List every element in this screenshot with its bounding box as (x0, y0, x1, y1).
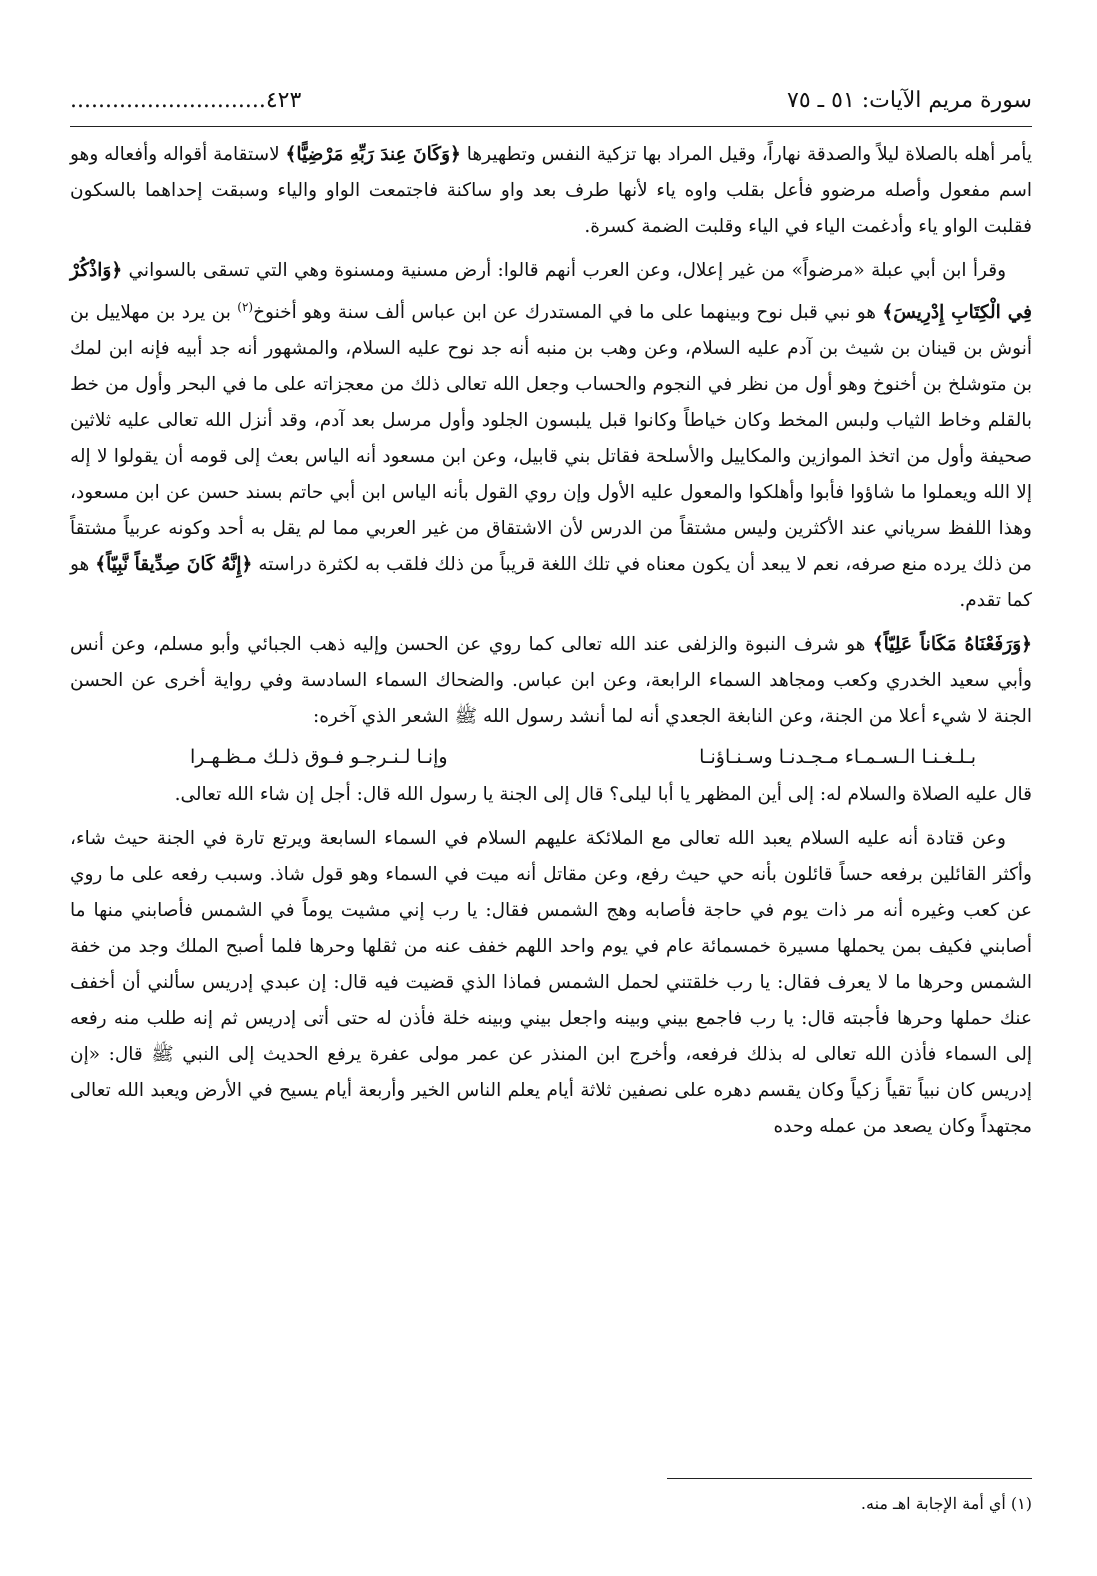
footnote-rule (667, 1478, 1032, 1479)
verse-hemistich-left: وإنـا لـنـرجـو فـوق ذلـك مـظـهـرا (190, 746, 448, 769)
verse-hemistich-right: بـلـغـنـا الـسـمـاء مـجـدنـا وسـنـاؤنـا (699, 746, 976, 769)
footnote-1 (70, 1491, 1032, 1517)
poetry-verse (70, 739, 1032, 775)
footnote-mark: (١) (1010, 1494, 1032, 1513)
paragraph-gap (70, 619, 1032, 627)
text-run: لاستقامة أقواله وأفعاله وهو اسم مفعول وأصله مرضوو فأعل بقلب واوه ياء لأنها طرف بعد واو ساكنة فاجتمعت الواو والياء وسبقت إحداهما بالسكون فقلبت الواو ياء وأدغمت الياء في الياء وقلبت الضمة كسرة. (70, 144, 1032, 237)
paragraph-3 (70, 627, 1032, 735)
paragraph-gap (70, 245, 1032, 253)
text-run: وقرأ ابن أبي عبلة «مرضواً» من غير إعلال، وعن العرب أنهم قالوا: أرض مسنية ومسنوة وهي التي تسقى بالسواني (122, 260, 1006, 281)
footnotes-section (70, 1478, 1032, 1517)
running-header (70, 88, 1032, 127)
quran-verse: ﴿وَاذْكُرْ فِي الْكِتَابِ إِدْرِيسَ﴾ (70, 260, 1032, 324)
footnote-marker: (٢) (237, 300, 254, 314)
text-run: هو كما تقدم. (70, 554, 1032, 612)
paragraph-1 (70, 137, 1032, 245)
quran-verse: ﴿إِنَّهُ كَانَ صِدِّيقاً نَّبِيّاً﴾ (95, 554, 253, 576)
text-run: هو نبي قبل نوح وبينهما على ما في المستدرك عن ابن عباس ألف سنة وهو أخنوخ (253, 302, 883, 324)
text-run: بن يرد بن مهلاييل بن أنوش بن قينان بن شيث بن آدم عليه السلام، وعن وهب بن منبه أنه جد نوح عليه السلام، والمشهور أنه جد أبيه فإنه ابن لمك بن متوشلخ بن أخنوخ وهو أول من نظر في النجوم والحساب وجعل الله تعالى ذلك من معجزاته على ما في البحر وأول من خط بالقلم وخاط الثياب ولبس المخط وكان خياطاً وكانوا قبل يلبسون الجلود وأول مرسل بعد آدم، وقد أنزل الله تعالى عليه ثلاثين صحيفة وأول من اتخذ الموازين والمكاييل والأسلحة فقاتل بني قابيل، وعن ابن مسعود أنه الياس بعث إلى قومه أن يقولوا لا إله إلا الله ويعملوا ما شاؤوا فأبوا وأهلكوا والمعول عليه الأول وإن روي القول بأنه الياس ابن أبي حاتم بسند حسن عن ابن مسعود، وهذا اللفظ سرياني عند الأكثرين وليس مشتقاً من الدرس لأن الاشتقاق من غير العربي مما لم يقل به أحد وكونه عربياً مشتقاً من ذلك يرده منع صرفه، نعم لا يبعد أن يكون معناه في تلك اللغة قريباً من ذلك فلقب به لكثرة دراسته (70, 302, 1032, 576)
text-run: يأمر أهله بالصلاة ليلاً والصدقة نهاراً، وقيل المراد بها تزكية النفس وتطهيرها (460, 144, 1033, 165)
paragraph-5: وعن قتادة أنه عليه السلام يعبد الله تعالى مع الملائكة عليهم السلام في السماء السابعة ويرتع تارة في الجنة حيث شاء، وأكثر القائلين برفعه حساً قائلون بأنه حي حيث رفع، وعن مقاتل أنه ميت في السماء وهو قول شاذ. وسبب رفعه على ما روي عن كعب وغيره أنه مر ذات يوم في حاجة فأصابه وهج الشمس فقال: يا رب إني مشيت يوماً في الشمس فأصابني منها ما أصابني فكيف بمن يحملها مسيرة خمسمائة عام في يوم واحد اللهم خفف عنه من ثقلها وحرها فلما أصبح الملك وجد من خفة الشمس وحرها ما لا يعرف فقال: يا رب خلقتني لحمل الشمس فماذا الذي قضيت فيه قال: إن عبدي إدريس سألني أن أخفف عنك حملها وحرها فأجبته قال: يا رب فاجمع بيني وبينه واجعل بيني وبينه خلة فأذن له حتى أتى إدريس ثم إنه طلب منه رفعه إلى السماء فأذن الله تعالى له بذلك فرفعه، وأخرج ابن المنذر عن عمر مولى عفرة يرفع الحديث إلى النبي ﷺ قال: «إن إدريس كان نبياً تقياً زكياً وكان يقسم دهره على نصفين ثلاثة أيام يعلم الناس الخير وأربعة أيام يسيح في الأرض ويعبد الله تعالى مجتهداً وكان يصعد من عمله وحده (70, 828, 1032, 1138)
paragraph-2 (70, 253, 1032, 619)
page-content (70, 88, 1032, 1145)
page-number: ٤٢٣............................ (70, 88, 302, 113)
quran-verse: ﴿وَكَانَ عِندَ رَبِّهِ مَرْضِيًّا﴾ (285, 144, 461, 165)
text-run: هو شرف النبوة والزلفى عند الله تعالى كما روي عن الحسن وإليه ذهب الجبائي وأبو مسلم، وعن أنس وأبي سعيد الخدري وكعب ومجاهد السماء الرابعة، وعن ابن عباس. والضحاك السماء السادسة وفي رواية أخرى عن الحسن الجنة لا شيء أعلا من الجنة، وعن النابغة الجعدي أنه لما أنشد رسول الله ﷺ الشعر الذي آخره: (70, 634, 1032, 728)
quran-verse: ﴿وَرَفَعْنَاهُ مَكَاناً عَلِيّاً﴾ (872, 634, 1032, 656)
paragraph-4: قال عليه الصلاة والسلام له: إلى أين المظهر يا أبا ليلى؟ قال إلى الجنة يا رسول الله قال: أجل إن شاء الله تعالى. (174, 784, 1032, 806)
header-title: سورة مريم الآيات: ٥١ ـ ٧٥ (787, 88, 1032, 113)
paragraph-gap (70, 813, 1032, 821)
footnote-text: أي أمة الإجابة اهـ منه. (860, 1494, 1006, 1513)
